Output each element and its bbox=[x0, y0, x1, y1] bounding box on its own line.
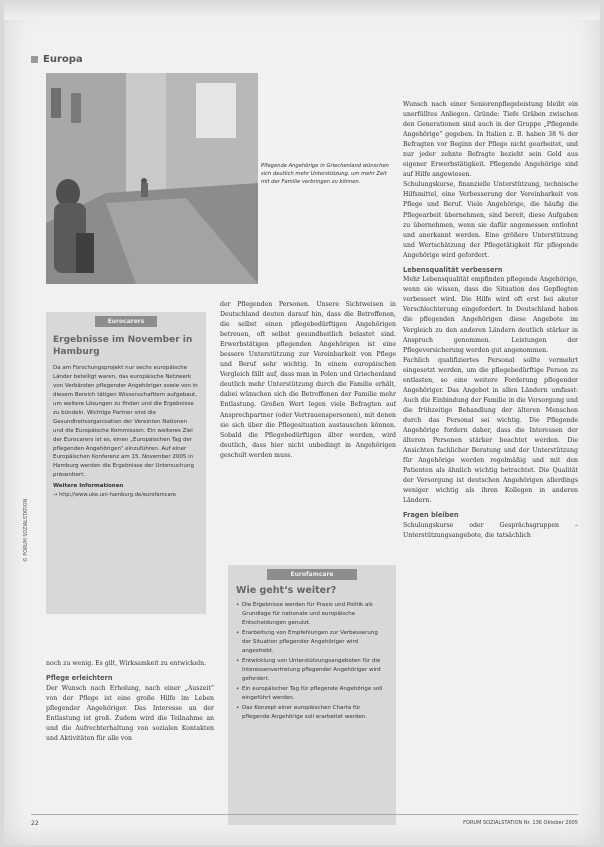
subheading: Lebensqualität verbessern bbox=[403, 265, 503, 274]
list-item: • Ein europäischer Tag für pflegende Angehörige soll eingeführt werden. bbox=[236, 685, 388, 703]
box-link[interactable]: → http://www.uke.uni-hamburg.de/eurofamcare bbox=[53, 492, 176, 499]
paragraph: Wunsch nach einer Seniorenpflegeleistung bleibt ein unerfülltes Anliegen. Gründe: Tiefe Gräben zwischen den Generationen sind auch in der Gruppe „Pflegende Angehörige“ gegeben. In Italien z. B. haben 38 % der Befragten vor Beginn der Pflege nicht gearbeitet, und nur jeder zehnte Befragte bezieht sein Geld aus eigener Erwerbstätigkeit. Pflegende Angehörige sind auf Hilfe angewiesen. bbox=[403, 101, 578, 179]
photo-caption: Pflegende Angehörige in Griechenland wünschen sich deutlich mehr Unterstützung, um mehr Zeit mit der Familie verbringen zu können. bbox=[261, 163, 389, 186]
photo-illustration bbox=[46, 73, 258, 284]
paragraph: noch zu wenig. Es gilt, Wirksamkeit zu entwickeln. bbox=[46, 660, 207, 667]
scan-top-edge bbox=[4, 2, 600, 20]
section-square-icon bbox=[31, 56, 38, 63]
subheading: Pflege erleichtern bbox=[46, 674, 113, 683]
subheading: Fragen bleiben bbox=[403, 511, 459, 520]
paragraph: Schulungskurse, finanzielle Unterstützung, technische Hilfsmittel, eine Verbesserung der Vereinbarkeit von Pflege und Beruf. Viele Angehörige, die häufig die Pflegearbeit übernehmen, sind bereit, diese Aufgaben zu übernehmen, wenn sie dafür angemessen entlohnt und anerkannt werden. Eine größere Unterstützung und Wertschätzung der Pflegetätigkeit für pflegende Angehörige wird gefordert. bbox=[403, 181, 578, 259]
vertical-copyright: © FORUM SOZIALSTATION bbox=[24, 498, 29, 562]
article-column-right bbox=[403, 100, 578, 820]
paragraph: Fachlich qualifiziertes Personal sollte vermehrt eingesetzt werden, um die pflegebedürftige Person zu entlasten, so eine weitere Forderung pflegender Angehöriger. Das Angebot in allen Ländern umfasst: Auch die Einbindung der Familie in die Versorgung und die frühzeitige Behandlung der älteren Menschen durch das Personal sei wichtig. Die Pflegende Angehörige fordern daher, dass die Interessen der älteren Personen stärker beachtet werden. Die Ansichten fachlicher Beratung und der Unterstützung für Angehörige werden regelmäßig und mit den Patienten als ähnlich wichtig betrachtet. Die Qualität der Versorgung ist deutschen Angehörigen allerdings weniger wichtig als ihren Kollegen in anderen Ländern. bbox=[403, 356, 578, 505]
box-tag: Eurofamcare bbox=[267, 569, 357, 580]
street-photo bbox=[46, 73, 258, 284]
paragraph: Schulungskurse oder Gesprächsgruppen – Unterstützungsangebote, die tatsächlich bbox=[403, 521, 578, 539]
magazine-page bbox=[4, 2, 600, 845]
journal-reference: FORUM SOZIALSTATION Nr. 136 Oktober 2005 bbox=[463, 820, 578, 826]
section-label: Europa bbox=[43, 54, 83, 65]
list-item: • Die Ergebnisse werden für Praxis und Politik als Grundlage für nationale und europäische Entscheidungen genutzt. bbox=[236, 601, 388, 627]
box-text: Da am Forschungsprojekt nur sechs europäische Länder beteiligt waren, das europäische Netzwerk von Verbänden pflegender Angehöriger sowie von in diesem Bereich tätigen Wissenschaftlern aufgebaut, um weitere Lösungen zu finden und die Ergebnisse zu bündeln. Wichtige Partner sind die Gesundheitsorganisation der Vereinten Nationen und die Europäische Kommission. Ein weiteres Ziel der Eurocarers ist es, einen „Europäischen Tag der pflegenden Angehörigen“ einzuführen. Auf einer Europäischen Konferenz am 15. November 2005 in Hamburg werden die Ergebnisse der Untersuchung präsentiert. bbox=[53, 365, 198, 479]
article-column-left bbox=[46, 659, 214, 829]
paragraph: Der Wunsch nach Erholung, nach einer „Auszeit“ von der Pflege ist eine große Hilfe im Leben pflegender Angehöriger. Das Interesse an der Entlastung ist groß. Zudem wird die Teilnahme an und die Aufrechterhaltung von sozialen Kontakten und Aktivitäten für alle von bbox=[46, 684, 214, 742]
info-box-eurocarers bbox=[46, 312, 206, 614]
list-item: • Erarbeitung von Empfehlungen zur Verbesserung der Situation pflegender Angehöriger wird angestrebt. bbox=[236, 629, 388, 655]
box-title: Ergebnisse im November in Hamburg bbox=[53, 335, 193, 357]
next-steps-list bbox=[236, 601, 388, 721]
section-header bbox=[31, 54, 83, 65]
page-number: 22 bbox=[31, 820, 39, 827]
box-tag: Eurocarers bbox=[95, 316, 157, 327]
info-box-next-steps bbox=[228, 565, 396, 825]
list-item: • Das Konzept einer europäischen Charta für pflegende Angehörige soll erarbeitet werden. bbox=[236, 704, 388, 722]
paragraph: der Pflegenden Personen. Unsere Sichtweisen in Deutschland deuten darauf hin, dass die Betroffenen, die selbst einen pflegebedürftigen Angehörigen betreuen, oft selbst gesundheitlich belastet sind. Erwerbstätigen pflegenden Angehörigen ist eine bessere Unterstützung zur Vereinbarkeit von Pflege und Beruf sehr wichtig. In einem europäischen Vergleich fällt auf, dass man in Polen und Griechenland deutlich mehr Unterstützung durch die Familie erhält, dabei wünschen sich die Betroffenen der Familie mehr Entlastung. Großen Wert legen viele Befragten auf Ansprechpartner (oder Vertrauenspersonen), mit denen sie sich über die Pflegesituation austauschen können. Sobald die Pflegebedürftigen älter werden, wird deutlich, dass hier nicht unbedingt in Angehörigen geschult werden muss. bbox=[220, 301, 396, 459]
footer-divider bbox=[31, 814, 578, 815]
article-column-middle bbox=[220, 300, 396, 554]
paragraph: Mehr Lebensqualität empfinden pflegende Angehörige, wenn sie wissen, dass die Situation des Gepflegten verbessert wird. Die Hilfe wird oft erst bei akuter Verschlechterung eingefordert. In Deutschland haben die pflegenden Angehörigen diese Angebote im Vergleich zu den anderen Ländern deutlich stärker in Anspruch genommen. Leistungen der Pflegeversicherung werden gut angenommen. bbox=[403, 276, 578, 354]
box-info-label: Weitere Informationen bbox=[53, 483, 124, 490]
box-title: Wie geht‘s weiter? bbox=[236, 585, 337, 596]
list-item: • Entwicklung von Unterstützungsangeboten für die Interessenvertretung pflegender Angehöriger wird gefordert. bbox=[236, 657, 388, 683]
